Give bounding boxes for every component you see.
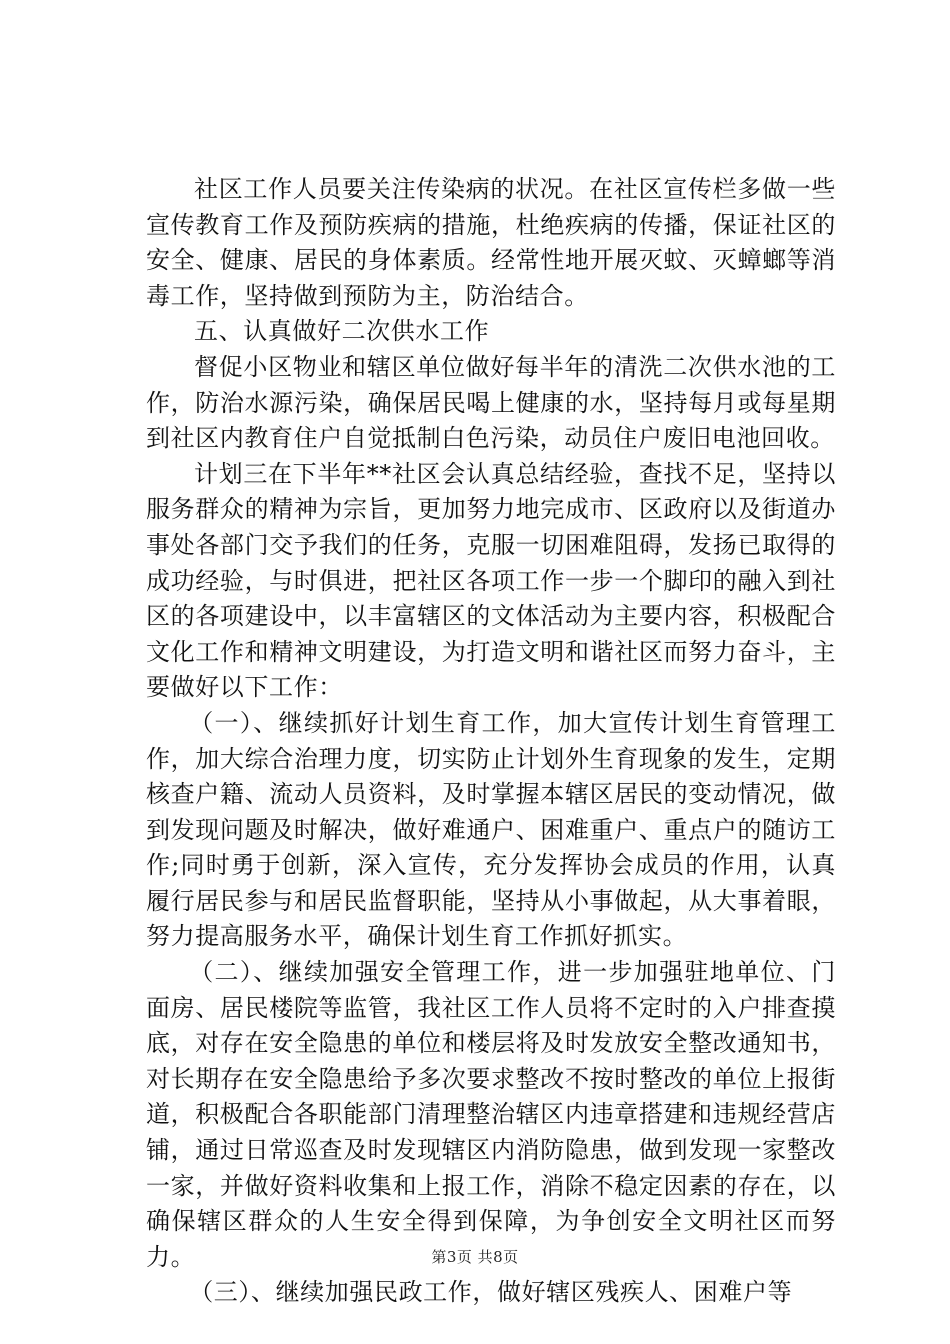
paragraph-item-two: （二）、继续加强安全管理工作，进一步加强驻地单位、门面房、居民楼院等监管，我社区工作人员将不定时的入户排查摸底，对存在安全隐患的单位和楼层将及时发放安全整改通知书，对长期存在安全隐患给予多次要求整改不按时整改的单位上报街道，积极配合各职能部门清理整治辖区内违章搭建和违规经营店铺，通过日常巡查及时发现辖区内消防隐患，做到发现一家整改一家，并做好资料收集和上报工作，消除不稳定因素的存在，以确保辖区群众的人生安全得到保障，为争创安全文明社区而努力。 (146, 958, 836, 1271)
paragraph-disease-prevention: 社区工作人员要关注传染病的状况。在社区宣传栏多做一些宣传教育工作及预防疾病的措施，杜绝疾病的传播，保证社区的安全、健康、居民的身体素质。经常性地开展灭蚊、灭蟑螂等消毒工作，坚持做到预防为主，防治结合。 (146, 175, 836, 310)
paragraph-water-supply: 督促小区物业和辖区单位做好每半年的清洗二次供水池的工作，防治水源污染，确保居民喝上健康的水，坚持每月或每星期到社区内教育住户自觉抵制白色污染，动员住户废旧电池回收。 (146, 352, 836, 453)
section-heading-water-supply: 五、认真做好二次供水工作 (194, 317, 490, 346)
document-body (146, 172, 836, 1311)
page-number-footer: 第3页 共8页 (431, 1248, 519, 1266)
paragraph-item-one: （一）、继续抓好计划生育工作，加大宣传计划生育管理工作，加大综合治理力度，切实防止计划外生育现象的发生，定期核查户籍、流动人员资料，及时掌握本辖区居民的变动情况，做到发现问题及时解决，做好难通户、困难重户、重点户的随访工作;同时勇于创新，深入宣传，充分发挥协会成员的作用，认真履行居民参与和居民监督职能，坚持从小事做起，从大事着眼，努力提高服务水平，确保计划生育工作抓好抓实。 (146, 708, 836, 951)
paragraph-plan-three: 计划三在下半年**社区会认真总结经验，查找不足，坚持以服务群众的精神为宗旨，更加努力地完成市、区政府以及街道办事处各部门交予我们的任务，克服一切困难阻碍，发扬已取得的成功经验，与时俱进，把社区各项工作一步一个脚印的融入到社区的各项建设中，以丰富辖区的文体活动为主要内容，积极配合文化工作和精神文明建设，为打造文明和谐社区而努力奋斗，主要做好以下工作： (146, 459, 836, 702)
paragraph-item-three: （三）、继续加强民政工作，做好辖区残疾人、困难户等 (189, 1278, 793, 1307)
